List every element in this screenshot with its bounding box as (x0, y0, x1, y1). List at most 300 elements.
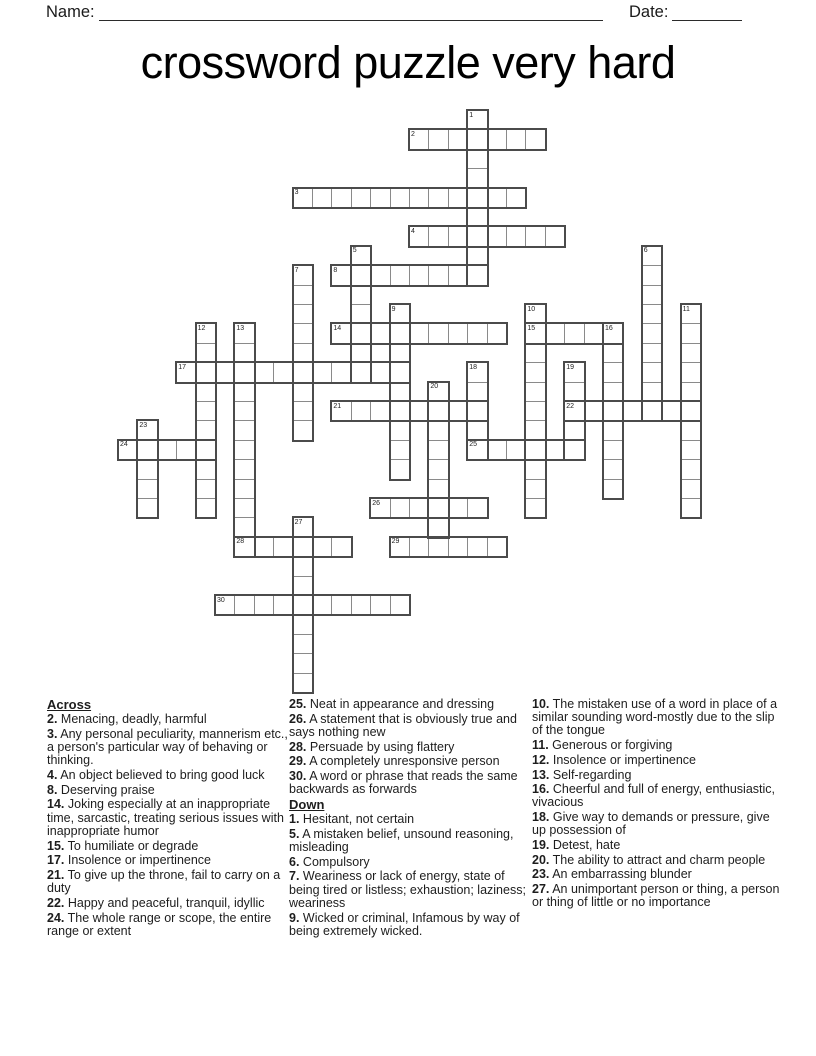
grid-cell[interactable] (525, 226, 545, 246)
grid-cell[interactable] (273, 362, 293, 382)
grid-cell[interactable] (409, 129, 429, 149)
grid-cell[interactable] (390, 537, 410, 557)
grid-cell[interactable] (390, 362, 410, 382)
grid-cell[interactable] (118, 440, 138, 460)
clue-number: 11. (532, 738, 549, 753)
grid-cell[interactable] (622, 401, 642, 421)
grid-cell[interactable] (681, 498, 701, 518)
grid-cell[interactable] (351, 265, 371, 285)
grid-cell[interactable] (487, 440, 507, 460)
clue-text: To humiliate or degrade (67, 838, 199, 853)
grid-cell[interactable] (351, 595, 371, 615)
grid-cell[interactable] (564, 440, 584, 460)
grid-cell[interactable] (642, 382, 662, 402)
grid-cell-number: 10 (527, 305, 536, 313)
grid-cell-number: 3 (294, 189, 299, 197)
grid-cell[interactable] (467, 207, 487, 227)
clue-item (532, 754, 786, 767)
grid-cell[interactable] (681, 343, 701, 363)
clue-number: 27. (532, 882, 550, 897)
grid-cell[interactable] (273, 537, 293, 557)
grid-cell[interactable] (196, 420, 216, 440)
clue-item (289, 856, 529, 869)
clue-item (289, 813, 529, 826)
grid-cell[interactable] (390, 420, 410, 440)
clue-number: 7. (289, 869, 300, 884)
grid-cell[interactable] (564, 323, 584, 343)
clue-item (532, 868, 786, 881)
grid-cell[interactable] (661, 401, 681, 421)
grid-cell[interactable] (525, 479, 545, 499)
grid-cell[interactable] (234, 401, 254, 421)
clue-number: 29. (289, 754, 307, 769)
grid-cell[interactable] (448, 265, 468, 285)
grid-cell[interactable] (681, 304, 701, 324)
grid-cell[interactable] (603, 459, 623, 479)
grid-cell[interactable] (428, 537, 448, 557)
grid-cell[interactable] (428, 420, 448, 440)
grid-cell[interactable] (196, 323, 216, 343)
clue-number: 23. (532, 867, 550, 882)
grid-cell[interactable] (137, 498, 157, 518)
grid-cell[interactable] (487, 537, 507, 557)
grid-cell[interactable] (176, 440, 196, 460)
clue-text: Cheerful and full of energy, enthusiastic, vivacious (532, 782, 775, 810)
grid-cell[interactable] (293, 537, 313, 557)
grid-cell[interactable] (293, 362, 313, 382)
grid-cell-number: 16 (605, 324, 613, 332)
grid-cell[interactable] (467, 188, 487, 208)
grid-cell[interactable] (293, 382, 313, 402)
grid-cell[interactable] (642, 304, 662, 324)
grid-cell[interactable] (642, 323, 662, 343)
clue-item (47, 784, 291, 797)
clue-text: Persuade by using flattery (309, 739, 455, 754)
grid-cell[interactable] (525, 382, 545, 402)
grid-cell[interactable] (448, 537, 468, 557)
grid-cell[interactable] (196, 362, 216, 382)
grid-cell[interactable] (525, 343, 545, 363)
grid-cell[interactable] (293, 188, 313, 208)
grid-cell[interactable] (215, 362, 235, 382)
grid-cell[interactable] (331, 401, 351, 421)
clue-item (47, 840, 291, 853)
grid-cell[interactable] (525, 362, 545, 382)
grid-cell-number: 20 (430, 383, 439, 391)
grid-cell[interactable] (467, 323, 487, 343)
clue-item (532, 854, 786, 867)
clue-number: 9. (289, 910, 300, 925)
grid-cell[interactable] (293, 634, 313, 654)
clue-item (289, 770, 529, 796)
grid-cell[interactable] (196, 343, 216, 363)
clue-text: Neat in appearance and dressing (309, 697, 495, 711)
grid-cell[interactable] (137, 479, 157, 499)
grid-cell[interactable] (370, 323, 390, 343)
grid-cell[interactable] (390, 440, 410, 460)
crossword-grid (118, 110, 718, 710)
grid-cell[interactable] (293, 653, 313, 673)
clue-number: 8. (47, 782, 58, 797)
clue-text: The ability to attract and charm people (552, 852, 766, 867)
date-label: Date: (629, 3, 669, 21)
grid-cell[interactable] (681, 362, 701, 382)
clue-text: Compulsory (302, 854, 370, 869)
grid-cell[interactable] (137, 440, 157, 460)
grid-cell[interactable] (390, 498, 410, 518)
grid-cell[interactable] (564, 382, 584, 402)
grid-cell-number: 21 (333, 402, 342, 410)
grid-cell[interactable] (351, 343, 371, 363)
grid-cell[interactable] (545, 226, 565, 246)
grid-cell[interactable] (506, 226, 526, 246)
grid-cell-number: 27 (294, 518, 303, 526)
grid-cell[interactable] (603, 323, 623, 343)
grid-cell[interactable] (467, 440, 487, 460)
grid-cell[interactable] (312, 537, 332, 557)
grid-cell[interactable] (234, 459, 254, 479)
grid-cell-number: 8 (333, 266, 338, 274)
clue-number: 6. (289, 854, 300, 869)
grid-cell[interactable] (428, 498, 448, 518)
grid-cell[interactable] (525, 420, 545, 440)
grid-cell[interactable] (467, 129, 487, 149)
grid-cell[interactable] (467, 168, 487, 188)
grid-cell[interactable] (642, 246, 662, 266)
name-label: Name: (46, 3, 95, 21)
grid-cell[interactable] (603, 420, 623, 440)
clue-item (289, 870, 529, 910)
grid-cell[interactable] (467, 362, 487, 382)
grid-cell[interactable] (331, 537, 351, 557)
grid-cell[interactable] (448, 498, 468, 518)
grid-cell[interactable] (603, 362, 623, 382)
grid-cell[interactable] (409, 226, 429, 246)
grid-cell[interactable] (196, 479, 216, 499)
grid-cell[interactable] (642, 362, 662, 382)
grid-cell[interactable] (196, 498, 216, 518)
grid-cell[interactable] (390, 401, 410, 421)
grid-cell[interactable] (234, 537, 254, 557)
clue-number: 30. (289, 769, 307, 784)
grid-cell[interactable] (681, 323, 701, 343)
clue-number: 15. (47, 838, 65, 853)
grid-cell[interactable] (487, 226, 507, 246)
grid-cell[interactable] (448, 226, 468, 246)
clue-item (289, 912, 529, 938)
grid-cell[interactable] (525, 440, 545, 460)
grid-cell[interactable] (312, 188, 332, 208)
grid-cell-number: 11 (682, 305, 690, 313)
grid-cell[interactable] (234, 440, 254, 460)
grid-cell[interactable] (293, 556, 313, 576)
grid-cell[interactable] (467, 110, 487, 130)
clue-number: 25. (289, 697, 307, 711)
clue-text: The whole range or scope, the entire range or extent (47, 910, 272, 938)
clue-number: 28. (289, 739, 307, 754)
grid-cell[interactable] (428, 479, 448, 499)
grid-cell[interactable] (137, 420, 157, 440)
grid-cell[interactable] (681, 382, 701, 402)
grid-cell[interactable] (428, 401, 448, 421)
grid-cell[interactable] (370, 188, 390, 208)
grid-cell[interactable] (215, 595, 235, 615)
date-blank-line[interactable] (672, 20, 742, 21)
grid-cell[interactable] (642, 265, 662, 285)
grid-cell[interactable] (254, 537, 274, 557)
grid-cell[interactable] (487, 323, 507, 343)
clue-text: Insolence or impertinence (552, 752, 697, 767)
grid-cell[interactable] (234, 517, 254, 537)
clue-item (532, 698, 786, 738)
grid-cell[interactable] (642, 285, 662, 305)
grid-cell-number: 17 (178, 363, 186, 371)
grid-cell[interactable] (390, 265, 410, 285)
grid-cell[interactable] (603, 401, 623, 421)
grid-cell[interactable] (467, 537, 487, 557)
grid-cell[interactable] (331, 188, 351, 208)
grid-cell[interactable] (428, 323, 448, 343)
grid-cell[interactable] (428, 129, 448, 149)
clue-item (532, 883, 786, 909)
clue-text: Detest, hate (552, 838, 621, 853)
grid-cell[interactable] (428, 517, 448, 537)
grid-cell[interactable] (448, 188, 468, 208)
grid-cell[interactable] (467, 498, 487, 518)
grid-cell[interactable] (448, 401, 468, 421)
grid-cell[interactable] (390, 343, 410, 363)
clue-item (532, 783, 786, 809)
grid-cell[interactable] (467, 226, 487, 246)
across-section-header: Across (47, 697, 92, 712)
clue-item (532, 739, 786, 752)
grid-cell-number: 28 (236, 538, 245, 546)
clue-number: 17. (47, 853, 65, 868)
grid-cell[interactable] (681, 420, 701, 440)
grid-cell[interactable] (351, 285, 371, 305)
grid-cell[interactable] (525, 129, 545, 149)
grid-cell[interactable] (293, 343, 313, 363)
grid-cell[interactable] (467, 382, 487, 402)
clue-text: An unimportant person or thing, a person or thing of little or no importance (532, 882, 780, 910)
grid-cell[interactable] (293, 285, 313, 305)
grid-cell[interactable] (390, 323, 410, 343)
grid-cell[interactable] (351, 323, 371, 343)
grid-cell[interactable] (603, 382, 623, 402)
clue-number: 21. (47, 867, 65, 882)
grid-cell[interactable] (409, 265, 429, 285)
grid-cell[interactable] (525, 459, 545, 479)
grid-cell[interactable] (681, 401, 701, 421)
grid-cell[interactable] (370, 595, 390, 615)
grid-cell[interactable] (370, 362, 390, 382)
grid-cell[interactable] (681, 440, 701, 460)
grid-cell[interactable] (234, 343, 254, 363)
name-blank-line[interactable] (99, 20, 603, 21)
clue-text: Give way to demands or pressure, give up possession of (532, 810, 770, 838)
clue-item (47, 713, 291, 726)
grid-cell[interactable] (506, 129, 526, 149)
grid-cell[interactable] (293, 614, 313, 634)
page-title: crossword puzzle very hard (140, 37, 676, 88)
grid-cell[interactable] (467, 246, 487, 266)
clue-item (47, 798, 291, 838)
grid-cell[interactable] (234, 595, 254, 615)
grid-cell[interactable] (409, 498, 429, 518)
clue-text: Insolence or impertinence (67, 853, 212, 868)
grid-cell[interactable] (351, 401, 371, 421)
grid-cell[interactable] (603, 479, 623, 499)
clue-column-3 (532, 698, 786, 911)
grid-cell[interactable] (196, 401, 216, 421)
grid-cell[interactable] (409, 401, 429, 421)
clue-item (47, 897, 291, 910)
clue-column-1 (47, 698, 291, 939)
grid-cell[interactable] (409, 537, 429, 557)
grid-cell[interactable] (642, 401, 662, 421)
grid-cell-number: 7 (294, 266, 299, 274)
grid-cell[interactable] (428, 265, 448, 285)
grid-cell[interactable] (390, 188, 410, 208)
grid-cell[interactable] (584, 323, 604, 343)
grid-cell[interactable] (312, 362, 332, 382)
grid-cell[interactable] (428, 226, 448, 246)
clue-item (289, 698, 529, 711)
grid-cell[interactable] (196, 440, 216, 460)
grid-cell[interactable] (603, 440, 623, 460)
grid-cell-number: 1 (469, 111, 474, 119)
grid-cell[interactable] (293, 673, 313, 693)
grid-cell[interactable] (467, 420, 487, 440)
clue-text: Wicked or criminal, Infamous by way of being extremely wicked. (289, 910, 520, 938)
grid-cell[interactable] (409, 188, 429, 208)
grid-cell[interactable] (681, 459, 701, 479)
grid-cell[interactable] (176, 362, 196, 382)
grid-cell[interactable] (487, 129, 507, 149)
grid-cell[interactable] (448, 323, 468, 343)
grid-cell[interactable] (331, 265, 351, 285)
down-section-header: Down (289, 796, 325, 812)
grid-cell[interactable] (331, 323, 351, 343)
grid-cell[interactable] (351, 188, 371, 208)
grid-cell[interactable] (293, 323, 313, 343)
grid-cell[interactable] (467, 265, 487, 285)
clue-item (47, 854, 291, 867)
grid-cell[interactable] (390, 382, 410, 402)
grid-cell[interactable] (293, 304, 313, 324)
grid-cell[interactable] (525, 304, 545, 324)
grid-cell[interactable] (390, 595, 410, 615)
grid-cell[interactable] (448, 129, 468, 149)
grid-cell[interactable] (390, 459, 410, 479)
grid-cell[interactable] (370, 265, 390, 285)
clue-text: A word or phrase that reads the same backwards as forwards (289, 769, 518, 797)
grid-cell[interactable] (584, 401, 604, 421)
clue-number: 13. (532, 767, 550, 782)
grid-cell[interactable] (234, 323, 254, 343)
grid-cell[interactable] (506, 440, 526, 460)
grid-cell[interactable] (331, 595, 351, 615)
grid-cell[interactable] (293, 517, 313, 537)
grid-cell[interactable] (273, 595, 293, 615)
grid-cell[interactable] (254, 595, 274, 615)
grid-cell[interactable] (506, 188, 526, 208)
grid-cell-number: 9 (391, 305, 396, 313)
grid-cell[interactable] (293, 401, 313, 421)
clue-text: Hesitant, not certain (302, 812, 415, 827)
grid-cell[interactable] (681, 479, 701, 499)
clue-text: A completely unresponsive person (309, 754, 500, 769)
clue-number: 24. (47, 910, 65, 925)
clue-number: 1. (289, 812, 300, 827)
grid-cell[interactable] (545, 323, 565, 343)
grid-cell[interactable] (428, 440, 448, 460)
grid-cell[interactable] (234, 479, 254, 499)
grid-cell[interactable] (390, 304, 410, 324)
grid-cell[interactable] (137, 459, 157, 479)
grid-cell[interactable] (196, 459, 216, 479)
grid-cell[interactable] (293, 576, 313, 596)
grid-cell[interactable] (545, 440, 565, 460)
grid-cell[interactable] (428, 188, 448, 208)
grid-cell[interactable] (525, 323, 545, 343)
grid-cell[interactable] (409, 323, 429, 343)
grid-cell[interactable] (234, 362, 254, 382)
grid-cell[interactable] (642, 343, 662, 363)
grid-cell[interactable] (370, 498, 390, 518)
grid-cell[interactable] (467, 401, 487, 421)
grid-cell[interactable] (234, 498, 254, 518)
grid-cell[interactable] (293, 595, 313, 615)
grid-cell[interactable] (234, 382, 254, 402)
grid-cell[interactable] (293, 265, 313, 285)
clue-number: 19. (532, 838, 550, 853)
grid-cell[interactable] (293, 420, 313, 440)
grid-cell-number: 12 (197, 324, 206, 332)
grid-cell[interactable] (351, 246, 371, 266)
grid-cell[interactable] (564, 362, 584, 382)
grid-cell[interactable] (351, 362, 371, 382)
grid-cell[interactable] (525, 401, 545, 421)
grid-cell[interactable] (487, 188, 507, 208)
grid-cell-number: 24 (120, 441, 128, 449)
clue-text: The mistaken use of a word in place of a similar sounding word-mostly due to the slip of the tongue (532, 697, 778, 738)
grid-cell[interactable] (351, 304, 371, 324)
grid-cell[interactable] (525, 498, 545, 518)
grid-cell[interactable] (603, 343, 623, 363)
grid-cell[interactable] (564, 401, 584, 421)
grid-cell[interactable] (428, 459, 448, 479)
grid-cell[interactable] (370, 401, 390, 421)
grid-cell[interactable] (564, 420, 584, 440)
clue-column-2 (289, 698, 529, 939)
clue-text: Any personal peculiarity, mannerism etc., a person's particular way of behaving or thinking. (47, 726, 288, 768)
grid-cell[interactable] (331, 362, 351, 382)
grid-cell[interactable] (312, 595, 332, 615)
clue-item (47, 728, 291, 768)
clue-text: Generous or forgiving (552, 738, 673, 753)
grid-cell[interactable] (254, 362, 274, 382)
clue-number: 12. (532, 752, 550, 767)
clue-text: An embarrassing blunder (552, 867, 692, 882)
clue-number: 3. (47, 726, 58, 741)
grid-cell[interactable] (234, 420, 254, 440)
grid-cell[interactable] (428, 382, 448, 402)
clue-number: 14. (47, 797, 65, 812)
grid-cell[interactable] (467, 149, 487, 169)
grid-cell[interactable] (157, 440, 177, 460)
grid-cell[interactable] (196, 382, 216, 402)
